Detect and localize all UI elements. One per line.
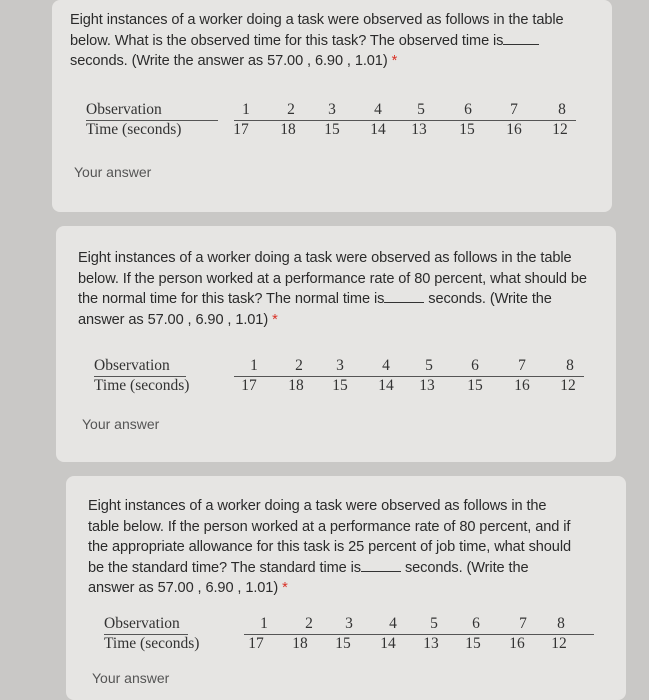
time-cell: 14 — [370, 121, 386, 138]
obs-cell: 3 — [328, 101, 336, 118]
your-answer-input[interactable]: Your answer — [92, 670, 170, 686]
question-text-3: Eight instances of a worker doing a task were observed as follows in the table below. If the person worked at a performance rate of 80 percent, and if the appropriate allowance for this task is 25 percent of job time, what should be the standard time? The standard time is seconds. (Write the answer as 57.00 , 6.90 , 1.01) * — [88, 498, 571, 596]
obs-cell: 3 — [345, 615, 353, 632]
answer-blank — [361, 571, 401, 572]
required-mark: * — [272, 311, 278, 328]
obs-cell: 8 — [557, 615, 565, 632]
time-cell: 15 — [324, 121, 340, 138]
time-cell: 13 — [423, 635, 439, 652]
time-label: Time (seconds) — [86, 121, 182, 138]
observation-table — [104, 615, 604, 659]
obs-cell: 1 — [250, 357, 258, 374]
answer-blank — [384, 302, 424, 303]
obs-cell: 2 — [295, 357, 303, 374]
time-cell: 13 — [419, 377, 435, 394]
time-cell: 18 — [288, 377, 304, 394]
time-cell: 12 — [551, 635, 567, 652]
obs-cell: 5 — [417, 101, 425, 118]
obs-cell: 4 — [389, 615, 397, 632]
question-text-1: Eight instances of a worker doing a task were observed as follows in the table below. What is the observed time for this task? The observed time is seconds. (Write the answer as 57.00 , 6.90 , 1.01) * — [70, 12, 564, 69]
obs-cell: 4 — [374, 101, 382, 118]
answer-blank — [503, 44, 539, 45]
obs-cell: 6 — [464, 101, 472, 118]
time-cell: 15 — [459, 121, 475, 138]
time-cell: 14 — [380, 635, 396, 652]
obs-cell: 2 — [305, 615, 313, 632]
obs-cell: 8 — [566, 357, 574, 374]
obs-cell: 6 — [472, 615, 480, 632]
obs-cell: 1 — [260, 615, 268, 632]
time-cell: 16 — [506, 121, 522, 138]
obs-cell: 2 — [287, 101, 295, 118]
question-card-3 — [66, 476, 626, 700]
time-cell: 12 — [552, 121, 568, 138]
observation-label: Observation — [104, 615, 180, 632]
time-cell: 17 — [233, 121, 249, 138]
time-label: Time (seconds) — [94, 377, 190, 394]
time-cell: 12 — [560, 377, 576, 394]
your-answer-input[interactable]: Your answer — [74, 164, 152, 180]
obs-cell: 5 — [430, 615, 438, 632]
time-cell: 16 — [509, 635, 525, 652]
obs-cell: 4 — [382, 357, 390, 374]
obs-cell: 6 — [471, 357, 479, 374]
time-cell: 17 — [248, 635, 264, 652]
obs-cell: 1 — [242, 101, 250, 118]
obs-cell: 3 — [336, 357, 344, 374]
obs-cell: 5 — [425, 357, 433, 374]
obs-cell: 7 — [519, 615, 527, 632]
your-answer-input[interactable]: Your answer — [82, 416, 160, 432]
time-cell: 13 — [411, 121, 427, 138]
time-cell: 14 — [378, 377, 394, 394]
time-cell: 15 — [467, 377, 483, 394]
obs-cell: 8 — [558, 101, 566, 118]
observation-table — [86, 101, 586, 145]
time-cell: 15 — [335, 635, 351, 652]
time-cell: 18 — [292, 635, 308, 652]
question-card-1 — [52, 0, 612, 212]
question-text-2: Eight instances of a worker doing a task were observed as follows in the table below. If the person worked at a performance rate of 80 percent, what should be the normal time for this task? The normal time is seconds. (Write the answer as 57.00 , 6.90 , 1.01) * — [78, 250, 587, 328]
obs-cell: 7 — [518, 357, 526, 374]
time-cell: 18 — [280, 121, 296, 138]
obs-cell: 7 — [510, 101, 518, 118]
required-mark: * — [391, 53, 398, 69]
time-cell: 15 — [465, 635, 481, 652]
observation-label: Observation — [94, 357, 170, 374]
time-cell: 15 — [332, 377, 348, 394]
time-label: Time (seconds) — [104, 635, 200, 652]
observation-table — [94, 357, 594, 401]
required-mark: * — [282, 580, 288, 596]
observation-label: Observation — [86, 101, 162, 118]
time-cell: 16 — [514, 377, 530, 394]
time-cell: 17 — [241, 377, 257, 394]
